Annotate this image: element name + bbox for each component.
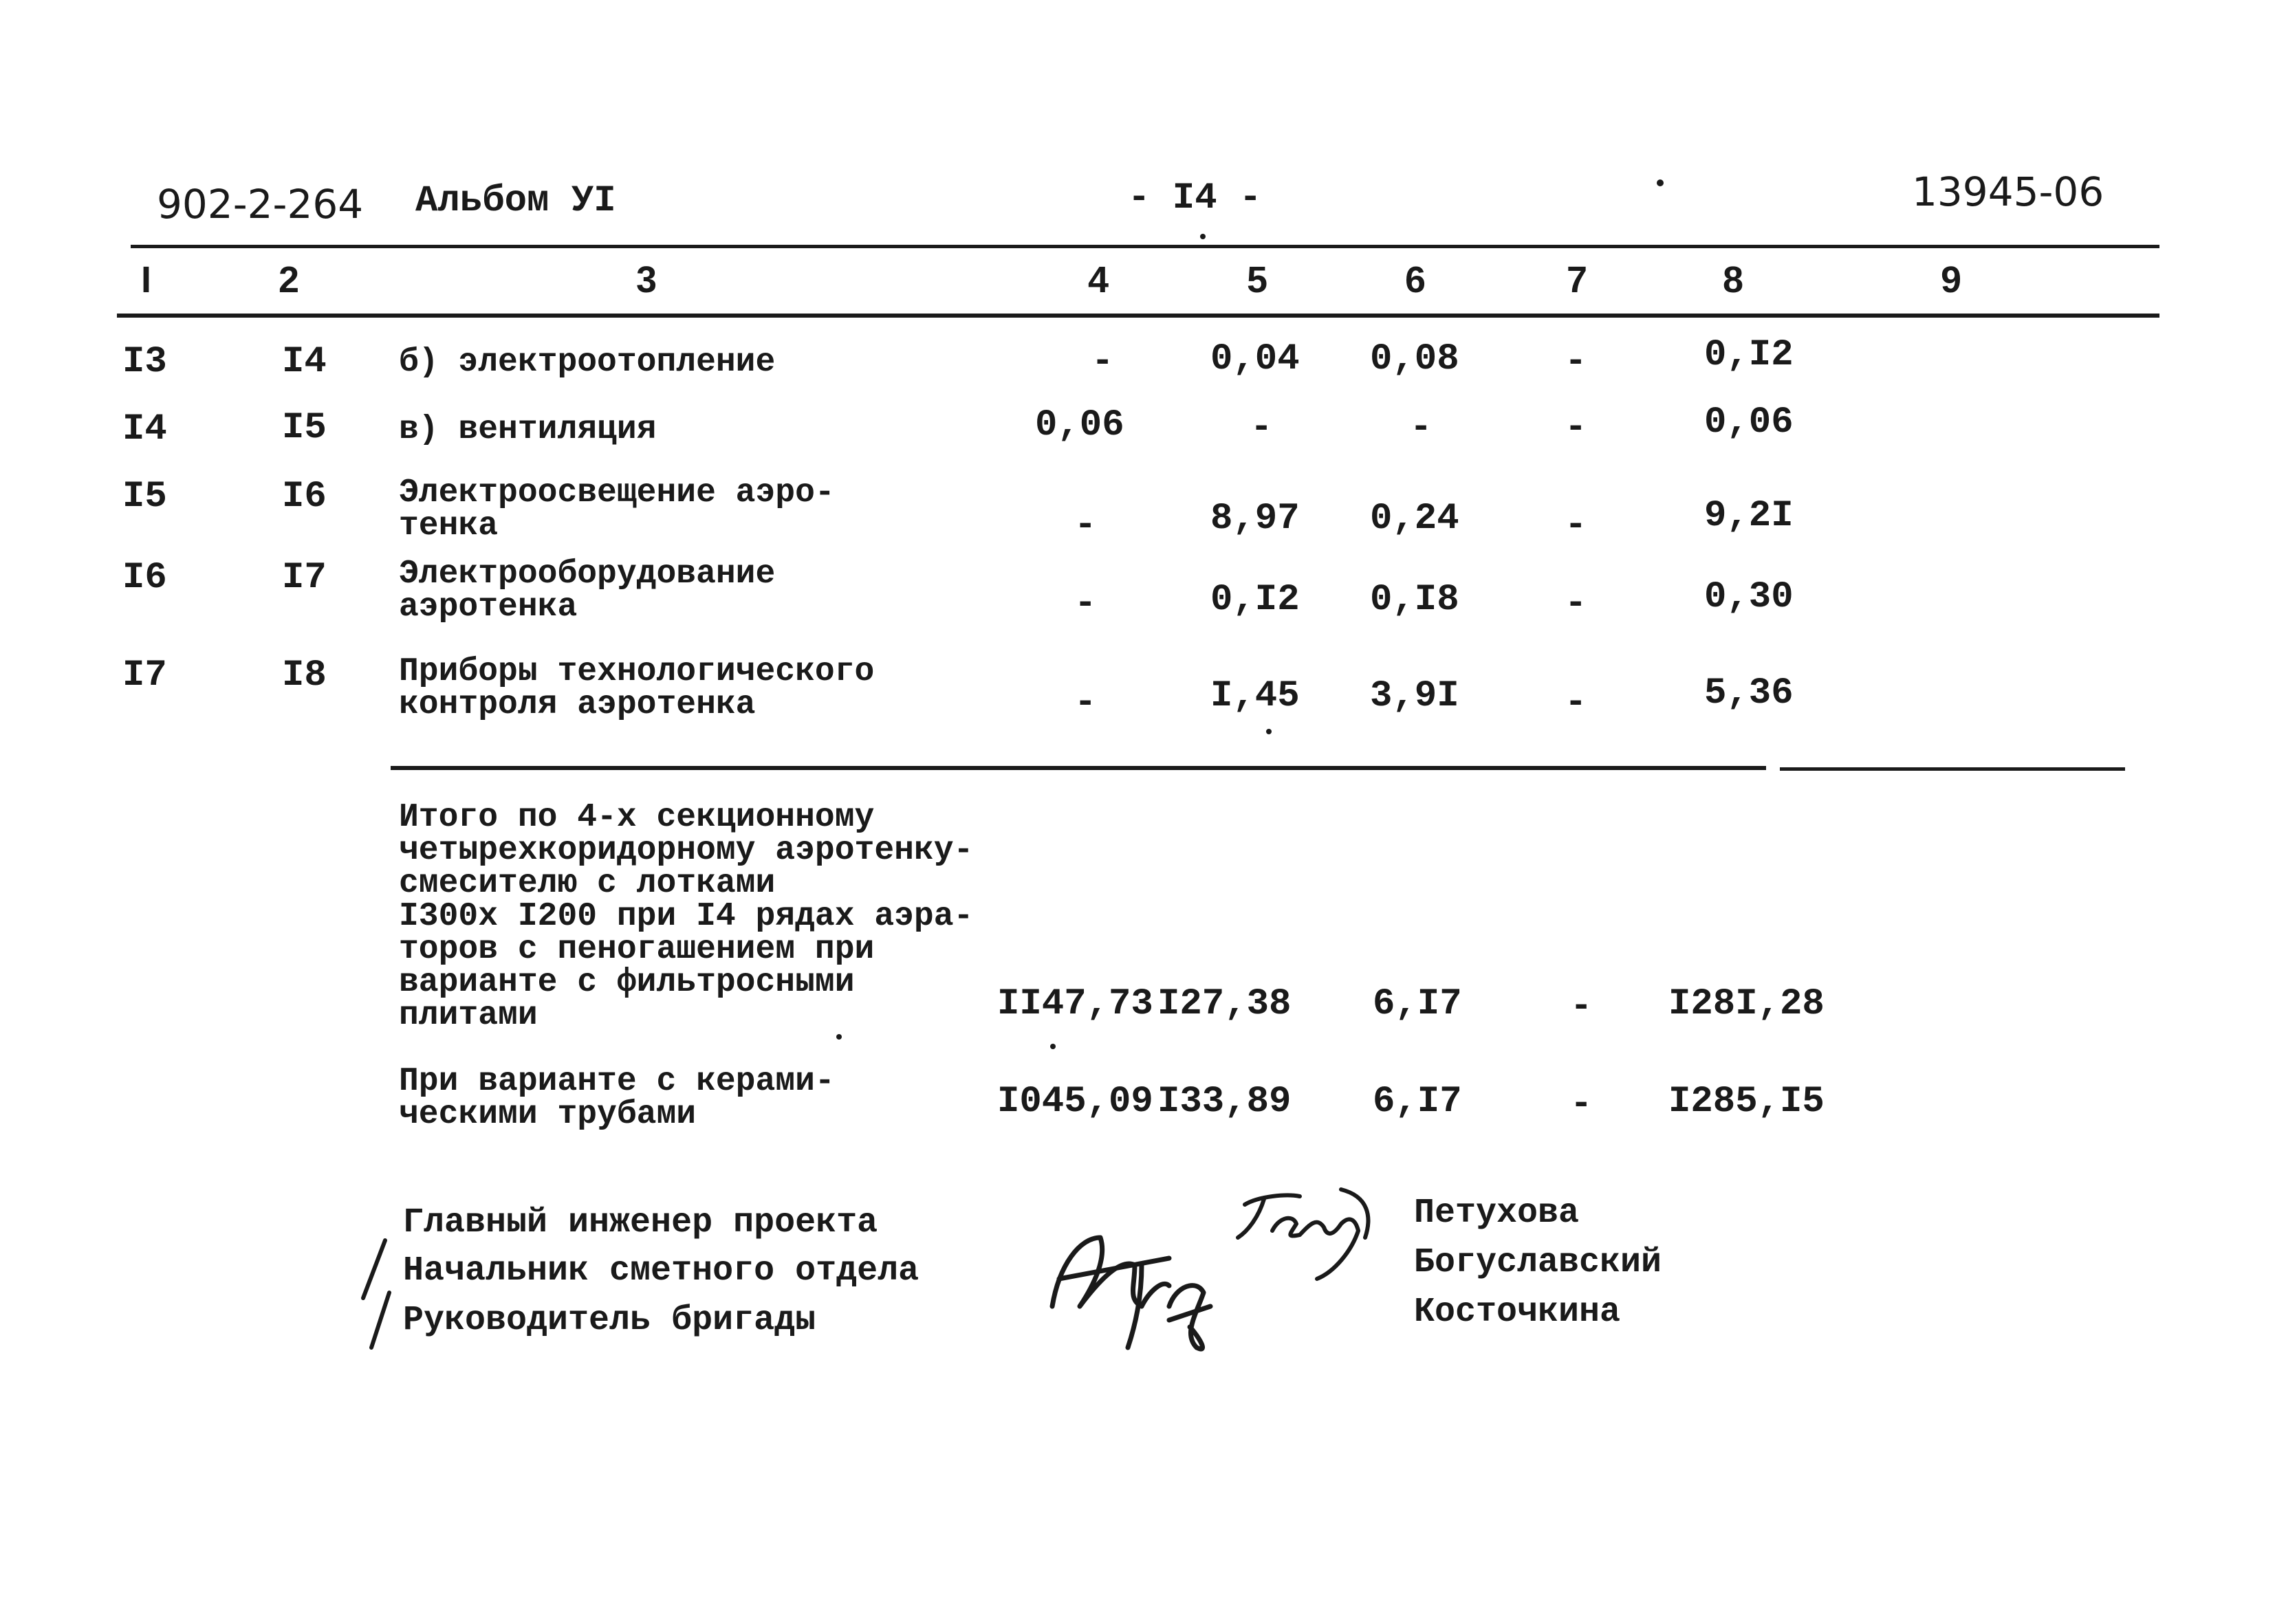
- row-col7: -: [1565, 682, 1587, 724]
- row-col1: I4: [122, 408, 167, 450]
- col-header-8: 8: [1723, 259, 1744, 300]
- col-header-7: 7: [1567, 259, 1588, 300]
- total-col6: 6,I7: [1373, 983, 1462, 1025]
- total-name-line-1: Итого по 4-х секционному: [399, 799, 875, 836]
- row-name: б) электроотопление: [399, 344, 776, 381]
- album-label: Альбом УI: [415, 180, 616, 222]
- stray-mark: [1266, 729, 1272, 734]
- total-col6: 6,I7: [1373, 1081, 1462, 1123]
- row-col8: 0,I2: [1704, 334, 1794, 376]
- signature-name-1: Петухова: [1414, 1194, 1580, 1233]
- stray-mark: [1657, 179, 1664, 186]
- row-name-line-1: Электрооборудование: [399, 556, 776, 593]
- row-col6: 0,08: [1370, 338, 1459, 380]
- handwritten-signature: [1238, 1189, 1368, 1279]
- row-name-line-2: аэротенка: [399, 589, 578, 626]
- row-col1: I7: [122, 655, 167, 696]
- total-name-line-5: торов с пеногашением при: [399, 931, 875, 968]
- row-name-line-1: Приборы технологического: [399, 653, 875, 690]
- row-col6: 0,24: [1370, 498, 1459, 540]
- total-col5: I27,38: [1157, 983, 1292, 1025]
- row-name-line-2: тенка: [399, 507, 499, 545]
- total-col7: -: [1570, 1084, 1593, 1126]
- row-col8: 9,2I: [1704, 495, 1794, 537]
- row-col5: 8,97: [1210, 498, 1300, 540]
- row-col1: I5: [122, 476, 167, 518]
- page-number: - I4 -: [1128, 177, 1262, 219]
- row-col4: -: [1074, 583, 1097, 625]
- total-name-line-3: смесителю с лотками: [399, 865, 776, 902]
- row-col7: -: [1565, 407, 1587, 449]
- row-col4: -: [1091, 341, 1114, 383]
- total-col4: II47,73: [997, 983, 1153, 1025]
- row-col7: -: [1565, 583, 1587, 625]
- row-col2: I6: [282, 476, 327, 518]
- row-col5: 0,I2: [1210, 579, 1300, 621]
- total-name-line-2: ческими трубами: [399, 1096, 697, 1133]
- total-col8: I285,I5: [1668, 1081, 1825, 1123]
- stray-mark: [1050, 1044, 1056, 1049]
- total-name-line-4: I300х I200 при I4 рядах аэра-: [399, 898, 974, 935]
- col-header-9: 9: [1941, 259, 1962, 300]
- row-col1: I3: [122, 341, 167, 383]
- col-header-4: 4: [1088, 259, 1109, 300]
- signature-name-3: Косточкина: [1414, 1293, 1621, 1332]
- col-header-5: 5: [1247, 259, 1268, 300]
- row-name: в) вентиляция: [399, 411, 657, 448]
- total-col7: -: [1570, 986, 1593, 1028]
- row-col4: -: [1074, 505, 1097, 547]
- row-col6: 0,I8: [1370, 579, 1459, 621]
- check-mark: [371, 1293, 389, 1348]
- row-col2: I8: [282, 655, 327, 696]
- row-name-line-1: Электроосвещение аэро-: [399, 474, 835, 512]
- col-header-2: 2: [279, 259, 300, 300]
- row-col7: -: [1565, 505, 1587, 547]
- stray-mark: [1200, 234, 1206, 239]
- row-col2: I5: [282, 407, 327, 449]
- doc-code: 902-2-264: [157, 181, 364, 228]
- total-col8: I28I,28: [1668, 983, 1825, 1025]
- row-col2: I4: [282, 341, 327, 383]
- signature-name-2: Богуславский: [1414, 1243, 1662, 1282]
- row-col6: 3,9I: [1370, 675, 1459, 717]
- total-name-line-6: варианте с фильтросными: [399, 964, 855, 1001]
- col-header-1: I: [141, 259, 152, 300]
- signature-title-chief-engineer: Главный инженер проекта: [403, 1203, 878, 1242]
- col-header-3: 3: [636, 259, 657, 300]
- total-col5: I33,89: [1157, 1081, 1292, 1123]
- row-col8: 5,36: [1704, 672, 1794, 714]
- row-name-line-2: контроля аэротенка: [399, 686, 756, 723]
- row-col5: -: [1250, 407, 1273, 449]
- total-name-line-2: четырехкоридорному аэротенку-: [399, 832, 974, 869]
- col-header-6: 6: [1405, 259, 1426, 300]
- check-mark: [363, 1240, 385, 1298]
- row-col6: -: [1410, 407, 1433, 449]
- row-col2: I7: [282, 557, 327, 599]
- handwritten-signature: [1052, 1238, 1210, 1349]
- row-col7: -: [1565, 341, 1587, 383]
- signature-title-estimate-head: Начальник сметного отдела: [403, 1251, 919, 1291]
- signature-title-team-lead: Руководитель бригады: [403, 1301, 816, 1340]
- stray-mark: [836, 1034, 842, 1040]
- total-name-line-7: плитами: [399, 997, 538, 1034]
- row-col4: 0,06: [1035, 404, 1124, 446]
- archive-number: 13945-06: [1912, 168, 2104, 215]
- row-col5: I,45: [1210, 675, 1300, 717]
- row-col8: 0,30: [1704, 576, 1794, 618]
- row-col5: 0,04: [1210, 338, 1300, 380]
- row-col1: I6: [122, 557, 167, 599]
- row-col8: 0,06: [1704, 402, 1794, 443]
- total-name-line-1: При варианте с керами-: [399, 1063, 835, 1100]
- row-col4: -: [1074, 682, 1097, 724]
- total-col4: I045,09: [997, 1081, 1153, 1123]
